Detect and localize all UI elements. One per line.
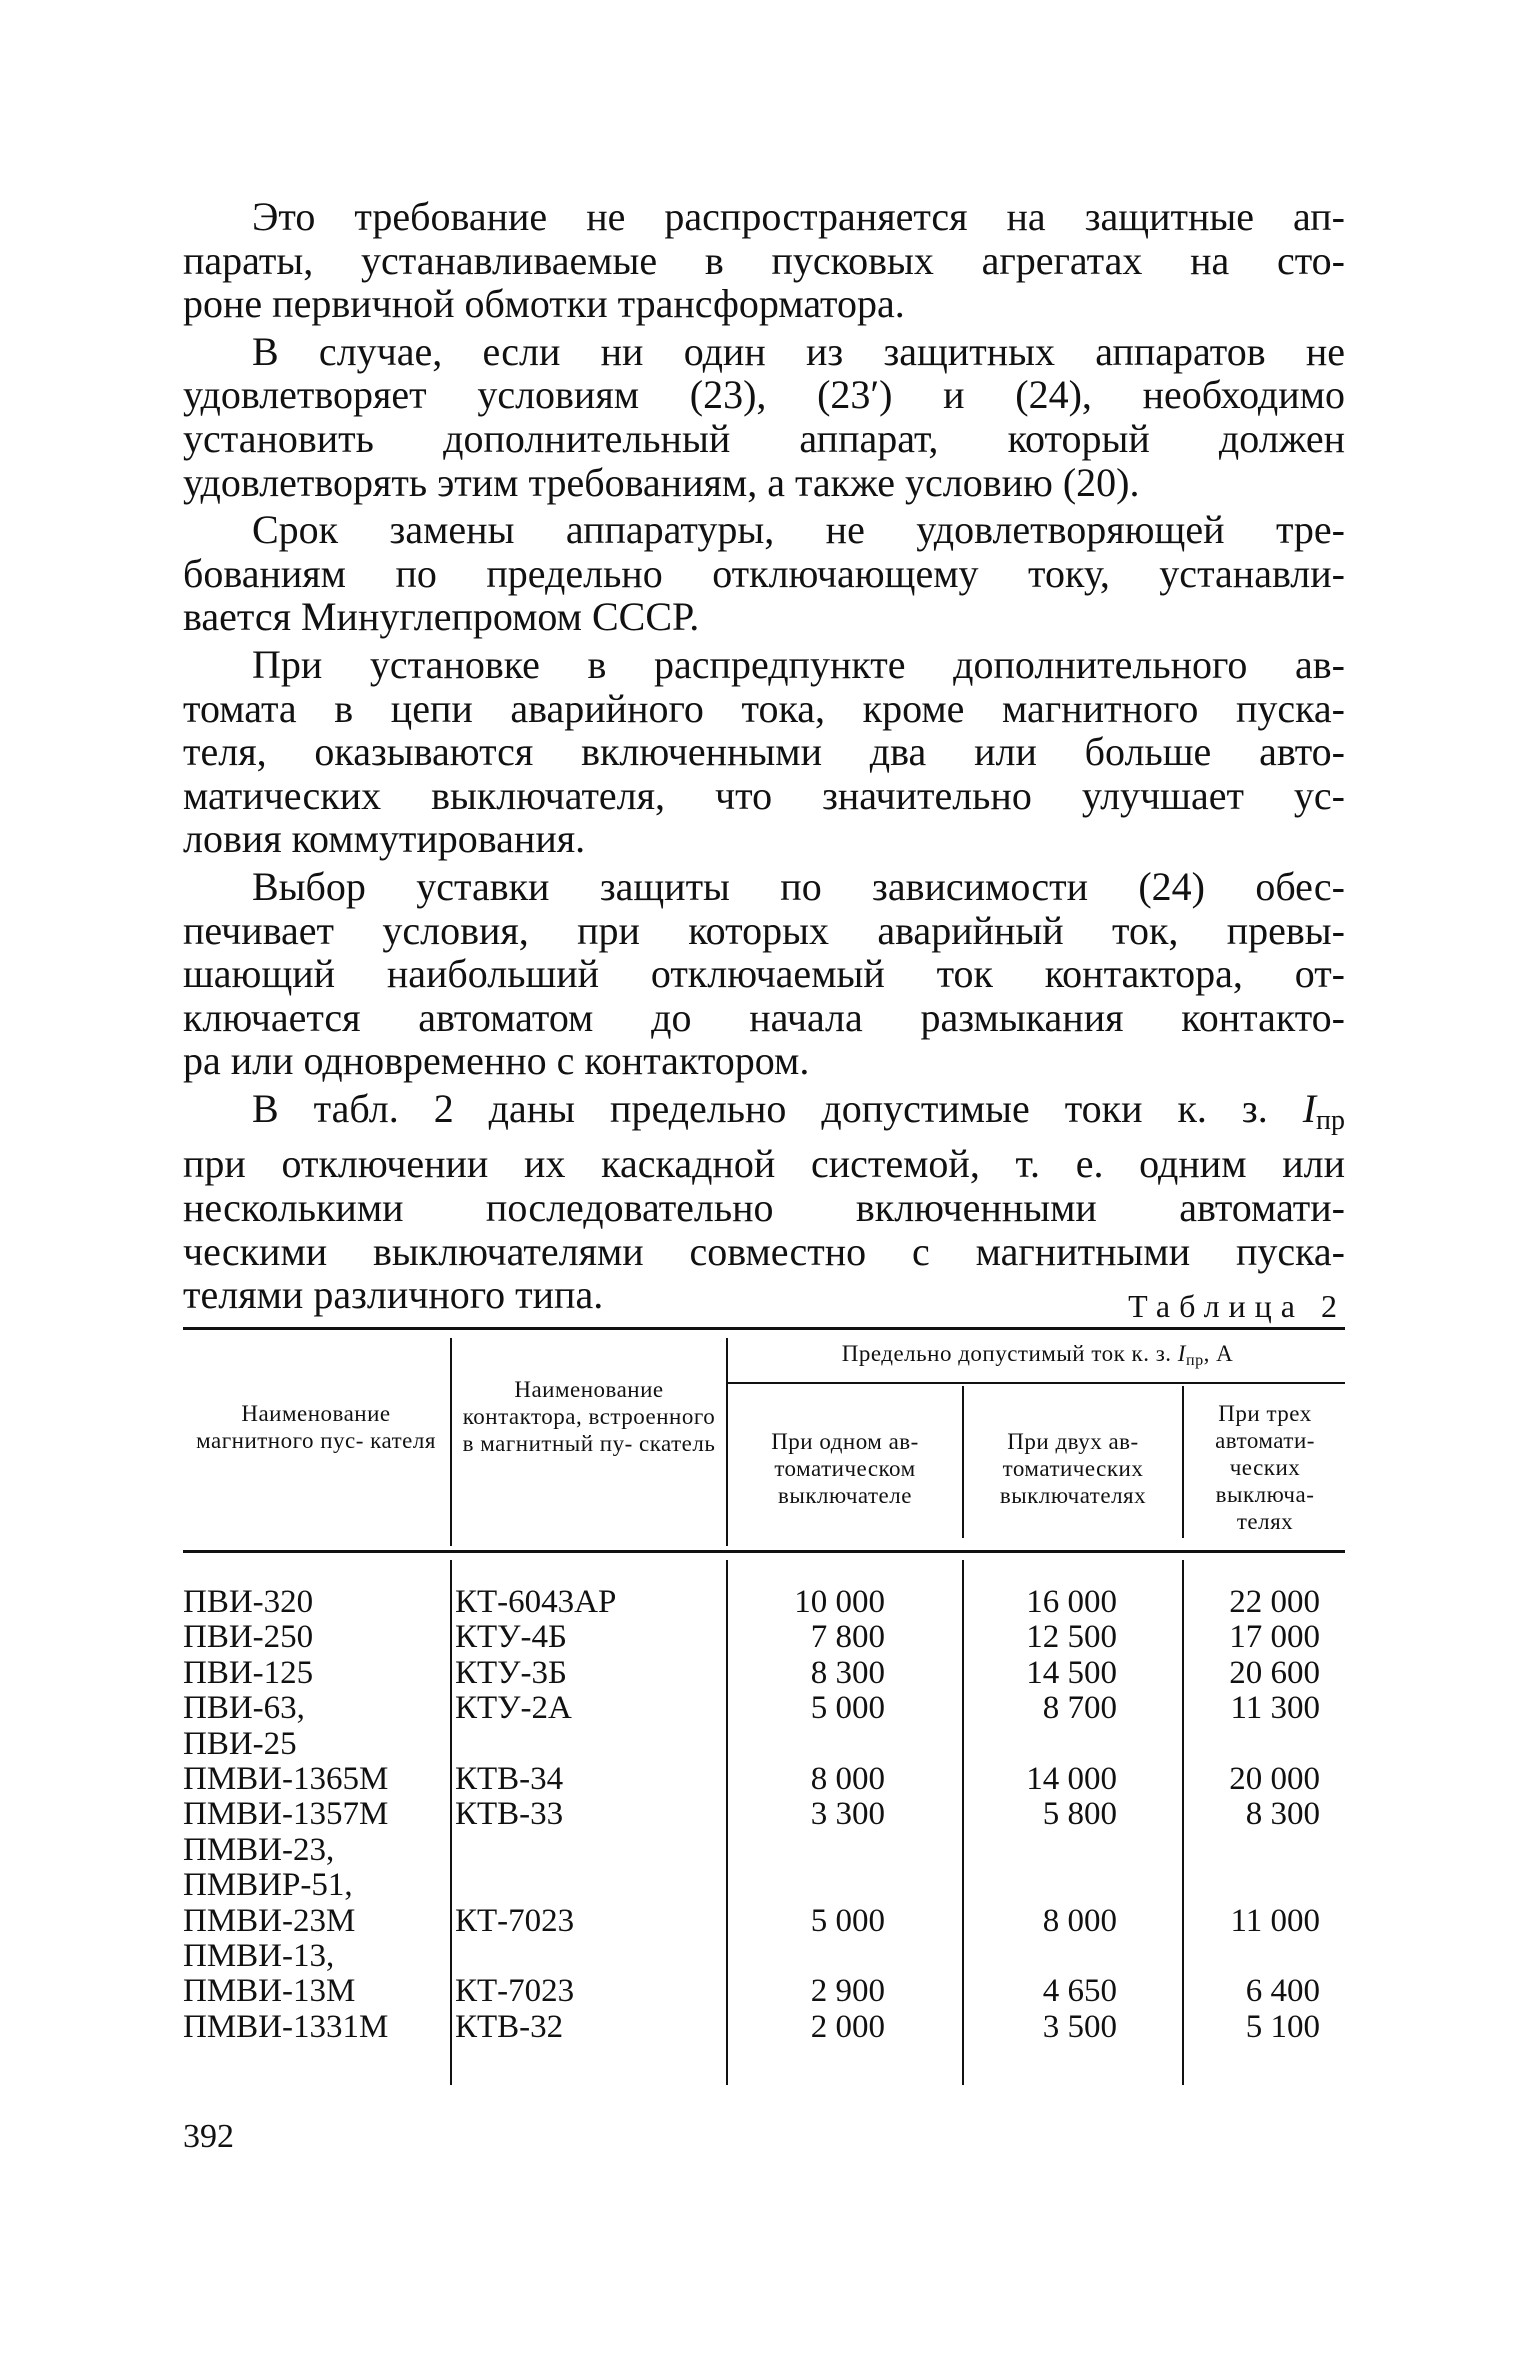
- one-breaker-cell: 8 300: [810, 1654, 885, 1691]
- table-row: [0, 1833, 1536, 1868]
- one-breaker-cell: 5 000: [810, 1690, 885, 1727]
- text-line: [183, 1186, 1345, 1230]
- starter-name-cell: ПВИ-63,: [183, 1690, 305, 1727]
- starter-name-cell: ПМВИ-1331М: [183, 2008, 389, 2045]
- paragraph: [183, 508, 1345, 639]
- text-line: [183, 643, 1345, 687]
- text-line: [183, 865, 1345, 909]
- contactor-cell: КТВ-32: [455, 2008, 564, 2045]
- starter-name-cell: ПМВИР-51,: [183, 1867, 353, 1904]
- text-line-content: параты, устанавливаемые в пусковых агрегатах на сто-: [183, 237, 1345, 283]
- text-line: [183, 373, 1345, 417]
- contactor-cell: КТУ-4Б: [455, 1619, 567, 1656]
- text-line: [183, 417, 1345, 461]
- contactor-cell: КТ-6043АР: [455, 1584, 617, 1620]
- contactor-cell: КТУ-2А: [455, 1690, 572, 1727]
- one-breaker-cell: 7 800: [810, 1619, 885, 1656]
- text-line-content: удовлетворять этим требованиям, а также условию (20).: [183, 459, 1140, 505]
- text-line: [183, 239, 1345, 283]
- text-line: [183, 730, 1345, 774]
- starter-name-cell: ПМВИ-23,: [183, 1831, 335, 1868]
- body-text: [183, 195, 1345, 1321]
- one-breaker-cell: 10 000: [794, 1584, 885, 1620]
- table-row: [0, 1762, 1536, 1797]
- header-group: [730, 1340, 1345, 1374]
- starter-name-cell: ПВИ-25: [183, 1725, 297, 1762]
- text-line: [183, 1142, 1345, 1186]
- contactor-cell: КТ-7023: [455, 1902, 575, 1939]
- header-one-breaker: При одном ав- томатическом выключателе: [771, 1429, 919, 1508]
- header-divider: [726, 1338, 728, 1546]
- table-row: [0, 1974, 1536, 2009]
- table-top-rule: [183, 1327, 1345, 1330]
- contactor-cell: КТВ-33: [455, 1796, 564, 1833]
- text-line: [183, 1087, 1345, 1143]
- text-line-content: удовлетворяет условиям (23), (23′) и (24), необходимо: [183, 372, 1345, 418]
- text-line-content: матических выключателя, что значительно улучшает ус-: [183, 772, 1345, 818]
- paragraph: [183, 1087, 1345, 1317]
- text-line-content: ческими выключателями совместно с магнитными пуска-: [183, 1228, 1345, 1274]
- two-breakers-cell: 5 800: [1042, 1796, 1117, 1833]
- contactor-cell: КТУ-3Б: [455, 1654, 567, 1691]
- three-breakers-cell: 6 400: [1245, 1973, 1320, 2010]
- table-row: [0, 2010, 1536, 2045]
- text-line-content: ловия коммутирования.: [183, 816, 586, 862]
- two-breakers-cell: 12 500: [1026, 1619, 1117, 1656]
- one-breaker-cell: 2 900: [810, 1973, 885, 2010]
- three-breakers-cell: 5 100: [1245, 2008, 1320, 2045]
- starter-name-cell: ПВИ-320: [183, 1584, 314, 1620]
- table-row: [0, 1939, 1536, 1974]
- text-line-content: телями различного типа.: [183, 1272, 604, 1318]
- table-row: [0, 1868, 1536, 1903]
- three-breakers-cell: 17 000: [1229, 1619, 1320, 1656]
- text-line-content: установить дополнительный аппарат, который должен: [183, 415, 1345, 461]
- header-divider: [962, 1386, 964, 1538]
- header-contactor-name: Наименование контактора, встроенного в магнитный пу- скатель: [462, 1377, 716, 1456]
- text-line-content: томата в цепи аварийного тока, кроме магнитного пуска-: [183, 685, 1345, 731]
- three-breakers-cell: 11 000: [1230, 1902, 1320, 1939]
- one-breaker-cell: 3 300: [810, 1796, 885, 1833]
- table-caption: Таблица 2: [1128, 1288, 1346, 1324]
- text-line: [183, 1039, 1345, 1083]
- two-breakers-cell: 4 650: [1042, 1973, 1117, 2010]
- table-body: [0, 1585, 1536, 2045]
- text-line: [183, 774, 1345, 818]
- starter-name-cell: ПМВИ-13М: [183, 1973, 356, 2010]
- table-row: [0, 1691, 1536, 1726]
- table-row: [0, 1904, 1536, 1939]
- text-line: [183, 508, 1345, 552]
- one-breaker-cell: 5 000: [810, 1902, 885, 1939]
- text-line-content: роне первичной обмотки трансформатора.: [183, 281, 905, 327]
- header-divider: [1182, 1386, 1184, 1538]
- starter-name-cell: ПМВИ-1365М: [183, 1760, 389, 1797]
- text-line-content: В табл. 2 даны предельно допустимые токи к. з.: [252, 1085, 1303, 1131]
- paragraph: [183, 643, 1345, 861]
- text-line: [183, 595, 1345, 639]
- two-breakers-cell: 8 700: [1042, 1690, 1117, 1727]
- text-line-content: Выбор уставки защиты по зависимости (24) обес-: [252, 863, 1345, 909]
- text-line: [183, 461, 1345, 505]
- text-line: [183, 282, 1345, 326]
- two-breakers-cell: 14 500: [1026, 1654, 1117, 1691]
- text-line: [183, 195, 1345, 239]
- paragraph: [183, 330, 1345, 504]
- text-line: [183, 952, 1345, 996]
- text-line-content: В случае, если ни один из защитных аппаратов не: [252, 328, 1345, 374]
- text-line-content: теля, оказываются включенными два или больше авто-: [183, 729, 1345, 775]
- text-line-content: шающий наибольший отключаемый ток контактора, от-: [183, 951, 1345, 997]
- header-bottom-rule: [183, 1550, 1345, 1553]
- text-line: [183, 817, 1345, 861]
- text-line-content: ключается автоматом до начала размыкания контакто-: [183, 994, 1345, 1040]
- text-line-content: При установке в распредпункте дополнительного ав-: [252, 641, 1345, 687]
- text-line-content: при отключении их каскадной системой, т. е. одним или: [183, 1141, 1345, 1187]
- paragraph: [183, 865, 1345, 1083]
- text-line: [183, 687, 1345, 731]
- text-line: [183, 552, 1345, 596]
- text-line: [183, 330, 1345, 374]
- table-row: [0, 1656, 1536, 1691]
- table-row: [0, 1620, 1536, 1655]
- two-breakers-cell: 16 000: [1026, 1584, 1117, 1620]
- starter-name-cell: ПМВИ-1357М: [183, 1796, 389, 1833]
- two-breakers-cell: 14 000: [1026, 1760, 1117, 1797]
- text-line: [183, 909, 1345, 953]
- starter-name-cell: ПМВИ-13,: [183, 1937, 335, 1974]
- group-header-rule: [726, 1382, 1345, 1384]
- table-row: [0, 1727, 1536, 1762]
- text-line-content: несколькими последовательно включенными автомати-: [183, 1185, 1345, 1231]
- one-breaker-cell: 2 000: [810, 2008, 885, 2045]
- header-group-label: Предельно допустимый ток к. з.: [841, 1341, 1172, 1366]
- text-line-content: печивает условия, при которых аварийный ток, превы-: [183, 907, 1345, 953]
- contactor-cell: КТ-7023: [455, 1973, 575, 2010]
- header-group-sub: пр: [1185, 1352, 1204, 1370]
- table-row: [0, 1585, 1536, 1620]
- two-breakers-cell: 3 500: [1042, 2008, 1117, 2045]
- header-two-breakers: При двух ав- томатических выключателях: [999, 1429, 1147, 1508]
- header-three-breakers: При трех автомати- ческих выключа- телях: [1215, 1401, 1315, 1534]
- text-line-content: ра или одновременно с контактором.: [183, 1038, 810, 1084]
- three-breakers-cell: 22 000: [1229, 1584, 1320, 1620]
- header-group-var: I: [1177, 1341, 1186, 1366]
- text-line: [183, 996, 1345, 1040]
- current-symbol-subscript: пр: [1316, 1104, 1345, 1136]
- text-line-content: Срок замены аппаратуры, не удовлетворяющей тре-: [252, 507, 1345, 553]
- header-starter-name: Наименование магнитного пус- кателя: [196, 1401, 436, 1453]
- text-line-content: вается Минуглепромом СССР.: [183, 594, 700, 640]
- header-divider: [450, 1338, 452, 1546]
- header-group-unit: , А: [1203, 1341, 1234, 1366]
- text-line: [183, 1230, 1345, 1274]
- three-breakers-cell: 8 300: [1245, 1796, 1320, 1833]
- three-breakers-cell: 11 300: [1230, 1690, 1320, 1727]
- table-row: [0, 1797, 1536, 1832]
- text-line-content: Это требование не распространяется на защитные ап-: [252, 194, 1345, 239]
- starter-name-cell: ПВИ-250: [183, 1619, 314, 1656]
- starter-name-cell: ПВИ-125: [183, 1654, 314, 1691]
- paragraph: [183, 195, 1345, 326]
- text-line-content: бованиям по предельно отключающему току, устанавли-: [183, 550, 1345, 596]
- one-breaker-cell: 8 000: [810, 1760, 885, 1797]
- page-number: 392: [183, 2118, 234, 2155]
- contactor-cell: КТВ-34: [455, 1760, 564, 1797]
- three-breakers-cell: 20 000: [1229, 1760, 1320, 1797]
- starter-name-cell: ПМВИ-23М: [183, 1902, 356, 1939]
- two-breakers-cell: 8 000: [1042, 1902, 1117, 1939]
- current-symbol: I: [1302, 1085, 1317, 1131]
- three-breakers-cell: 20 600: [1229, 1654, 1320, 1691]
